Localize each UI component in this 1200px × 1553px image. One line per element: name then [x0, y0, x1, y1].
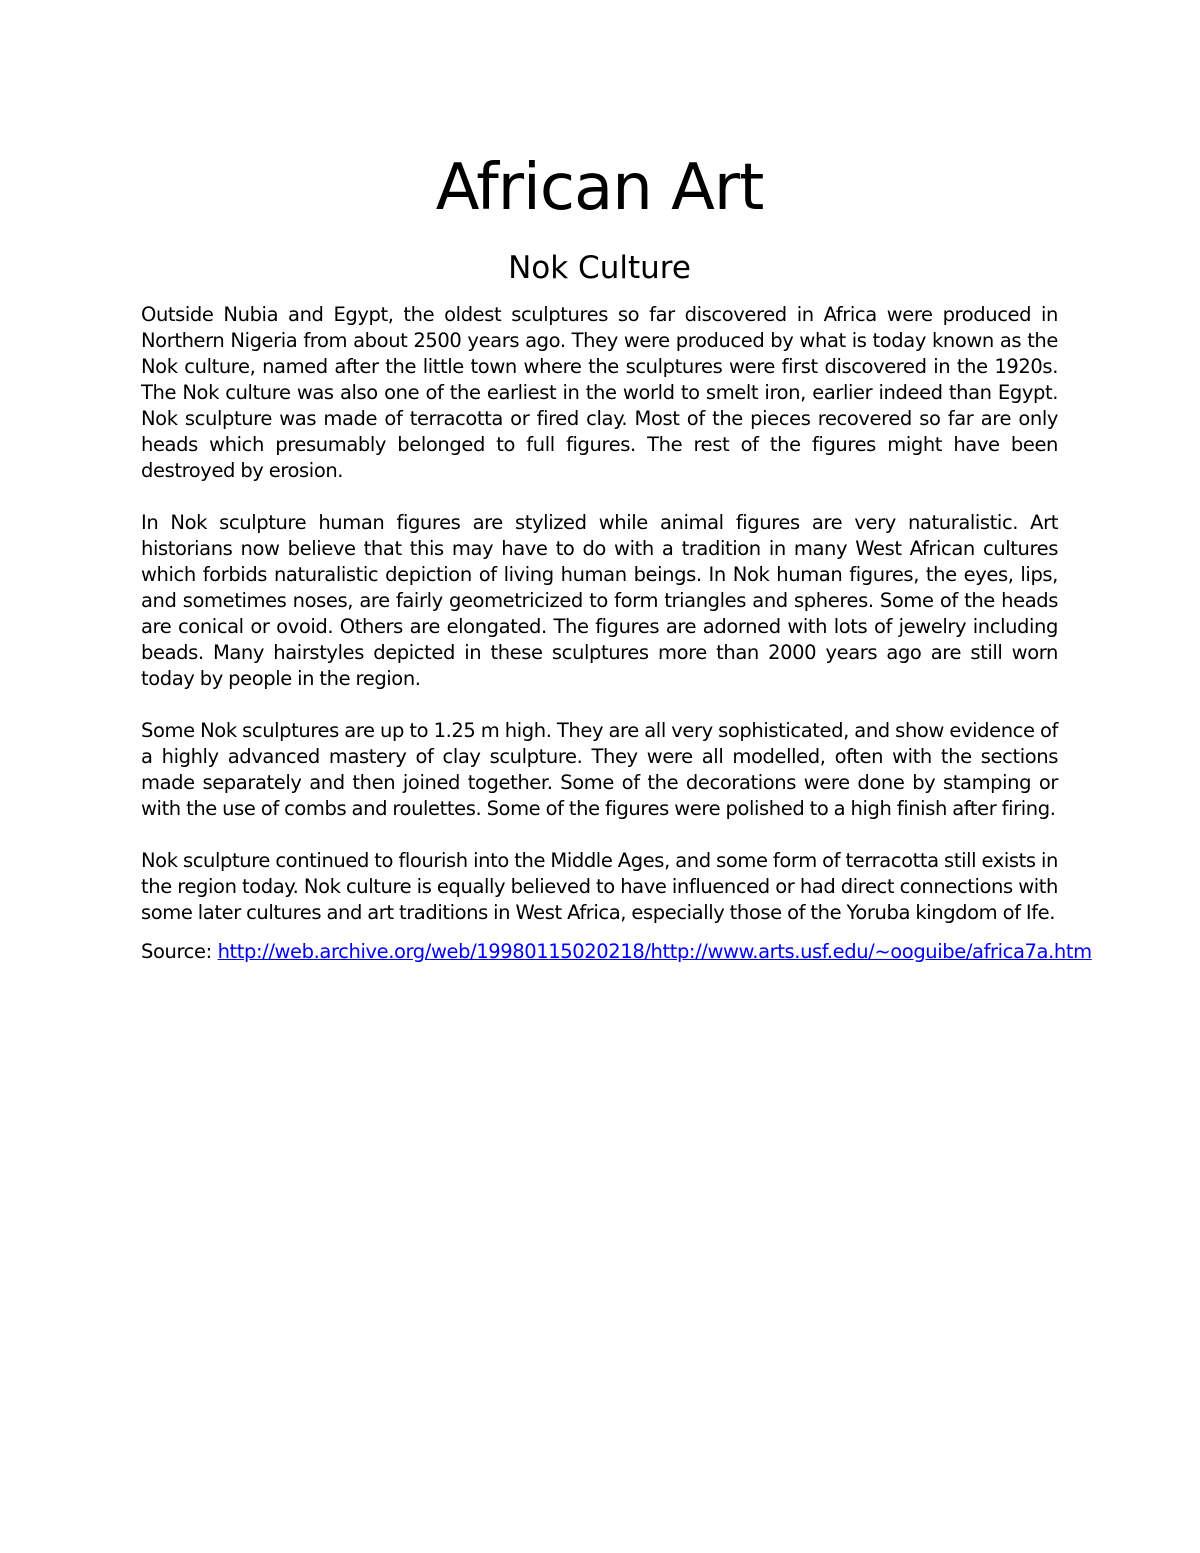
paragraph-2: In Nok sculpture human figures are stylized while animal figures are very naturalistic. Art historians now believe that this may have to do with a tradition in many West African cultures which forbids naturalistic depiction of living human beings. In Nok human figures, the eyes, lips, and sometimes noses, are fairly geometricized to form triangles and spheres. Some of the heads are conical or ovoid. Others are elongated. The figures are adorned with lots of jewelry including beads. Many hairstyles depicted in these sculptures more than 2000 years ago are still worn today by people in the region. — [141, 511, 1058, 690]
document-subtitle: Nok Culture — [508, 250, 691, 286]
paragraph-3: Some Nok sculptures are up to 1.25 m high. They are all very sophisticated, and show evidence of a highly advanced mastery of clay sculpture. They were all modelled, often with the sections made separately and then joined together. Some of the decorations were done by stamping or with the use of combs and roulettes. Some of the figures were polished to a high finish after firing. — [141, 719, 1058, 820]
source-label: Source: — [141, 940, 212, 963]
source-link[interactable]: http://web.archive.org/web/19980115020218/http://www.arts.usf.edu/~ooguibe/africa7a.htm — [217, 940, 1092, 963]
paragraph-4: Nok sculpture continued to flourish into the Middle Ages, and some form of terracotta still exists in the region today. Nok culture is equally believed to have influenced or had direct connections with some later cultures and art traditions in West Africa, especially those of the Yoruba kingdom of Ife. — [141, 849, 1058, 924]
document-page — [141, 150, 1092, 965]
document-title: African Art — [435, 151, 764, 225]
source-line — [141, 939, 1092, 965]
paragraph-1: Outside Nubia and Egypt, the oldest sculptures so far discovered in Africa were produced in Northern Nigeria from about 2500 years ago. They were produced by what is today known as the Nok culture, named after the little town where the sculptures were first discovered in the 1920s. The Nok culture was also one of the earliest in the world to smelt iron, earlier indeed than Egypt. Nok sculpture was made of terracotta or fired clay. Most of the pieces recovered so far are only heads which presumably belonged to full figures. The rest of the figures might have been destroyed by erosion. — [141, 303, 1058, 482]
